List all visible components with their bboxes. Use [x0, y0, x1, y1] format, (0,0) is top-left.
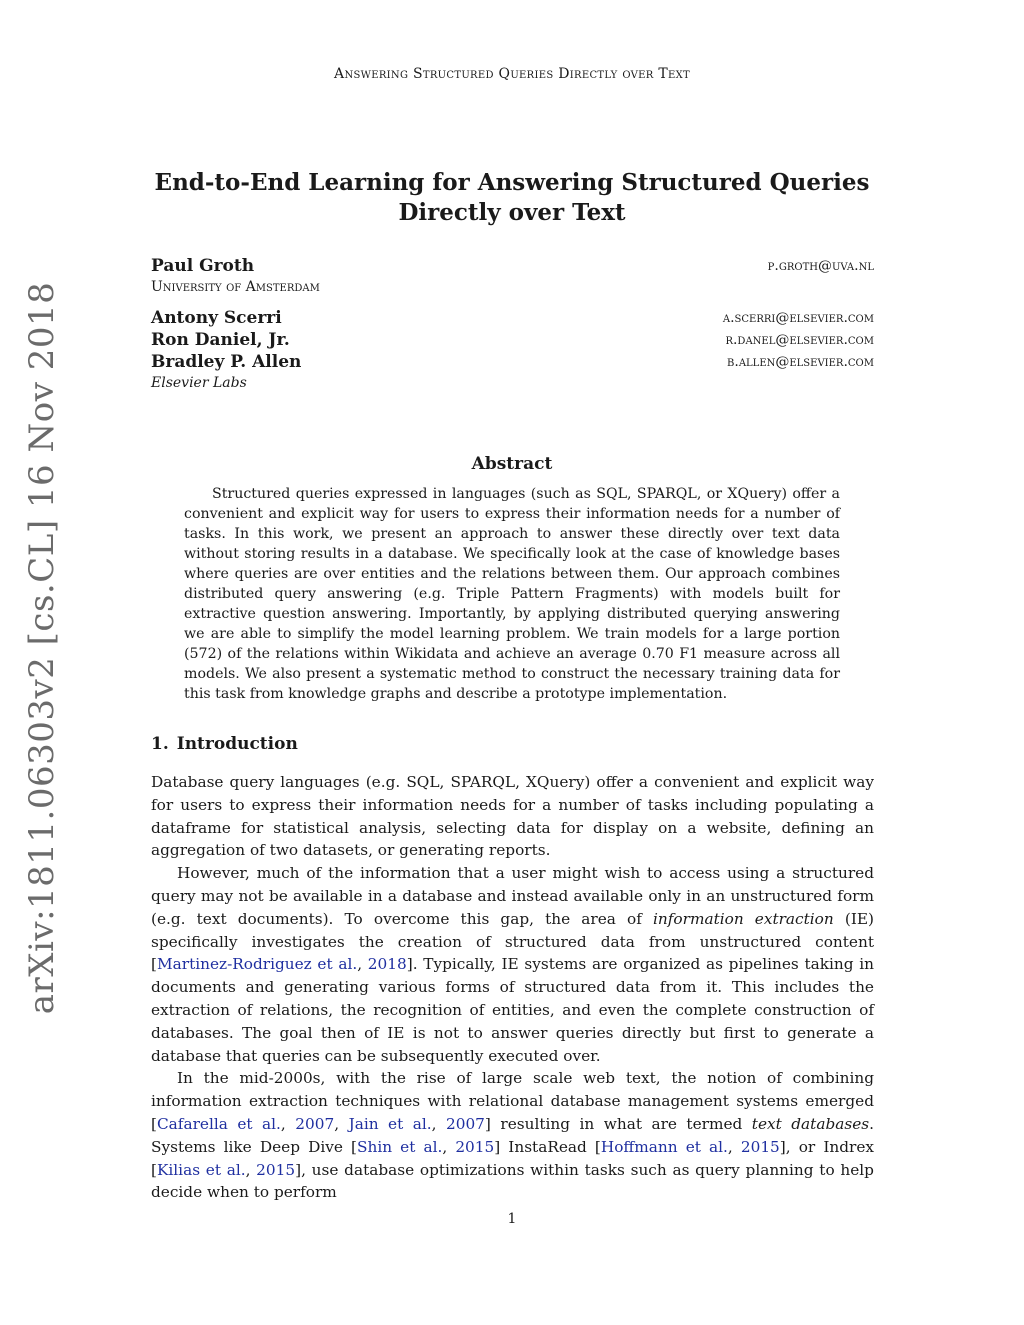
- paragraph: Database query languages (e.g. SQL, SPARQL, XQuery) offer a convenient and explicit way for users to express their information needs for a number of tasks including populating a dataframe for statistical analysis, selecting data for display on a website, defining an aggregation of two datasets, or generating reports.: [151, 773, 874, 860]
- abstract-heading: Abstract: [471, 454, 553, 474]
- citation-year-link[interactable]: 2015: [455, 1137, 495, 1156]
- author-name: Ron Daniel, Jr.: [151, 330, 290, 350]
- citation-link[interactable]: Kilias et al.: [156, 1160, 246, 1179]
- title-line-2: Directly over Text: [398, 199, 626, 226]
- paragraph: However, much of the information that a user might wish to access using a structured query may not be available in a database and instead available only in an unstructured form (e.g. text documents). To overcome this gap, the area of information extraction (IE) specifically investigates the creation of structured data from unstructured content [Martinez-Rodriguez et al., 2018]. Typically, IE systems are organized as pipelines taking in documents and generating various forms of structured data from it. This includes the extraction of relations, the recognition of entities, and even the complete construction of databases. The goal then of IE is not to answer queries directly but first to generate a database that queries can be subsequently executed over.: [151, 864, 875, 1065]
- running-head: Answering Structured Queries Directly over Text: [334, 66, 690, 82]
- author-block-elsevier: [151, 307, 874, 393]
- author-name: Paul Groth: [151, 256, 255, 276]
- paper-title: [150, 168, 874, 228]
- author-email[interactable]: p.groth@uva.nl: [767, 258, 874, 274]
- citation-link[interactable]: Martinez-Rodriguez et al.: [156, 955, 358, 974]
- citation-year-link[interactable]: 2007: [445, 1114, 485, 1133]
- citation-year-link[interactable]: 2018: [367, 955, 407, 974]
- citation-link[interactable]: Hoffmann et al.: [600, 1137, 728, 1156]
- citation-year-link[interactable]: 2007: [295, 1114, 335, 1133]
- citation-link[interactable]: Jain et al.: [348, 1114, 432, 1133]
- author-email[interactable]: r.danel@elsevier.com: [725, 332, 874, 348]
- page-number: 1: [507, 1211, 517, 1227]
- author-line: [151, 255, 874, 277]
- citation-year-link[interactable]: 2015: [740, 1137, 780, 1156]
- arxiv-identifier-stamp: arXiv:1811.06303v2 [cs.CL] 16 Nov 2018: [22, 281, 62, 1015]
- author-block-amsterdam: [151, 255, 874, 297]
- paragraph: In the mid-2000s, with the rise of large scale web text, the notion of combining information extraction techniques with relational database management systems emerged [Cafarella et al., 2007, Jain et al., 2007] resulting in what are termed text databases. Systems like Deep Dive [Shin et al., 2015] InstaRead [Hoffmann et al., 2015], or Indrex [Kilias et al., 2015], use database optimizations within tasks such as query planning to help decide when to perform: [151, 1069, 875, 1202]
- introduction-body: [151, 771, 874, 1204]
- emphasis: text databases: [751, 1114, 870, 1133]
- author-line: [151, 351, 874, 373]
- author-line: [151, 329, 874, 351]
- author-name: Bradley P. Allen: [151, 352, 302, 372]
- author-affiliation: University of Amsterdam: [151, 279, 320, 295]
- author-affiliation: Elsevier Labs: [151, 375, 247, 391]
- section-number: 1.: [151, 734, 169, 754]
- author-line: [151, 307, 874, 329]
- abstract-text: Structured queries expressed in languages (such as SQL, SPARQL, or XQuery) offer a convenient and explicit way for users to express their information needs for a number of tasks. In this work, we present an approach to answer these directly over text data without storing results in a database. We specifically look at the case of knowledge bases where queries are over entities and the relations between them. Our approach combines distributed query answering (e.g. Triple Pattern Fragments) with models built for extractive question answering. Importantly, by applying distributed querying answering we are able to simplify the model learning problem. We train models for a large portion (572) of the relations within Wikidata and achieve an average 0.70 F1 measure across all models. We also present a systematic method to construct the necessary training data for this task from knowledge graphs and describe a prototype implementation.: [184, 486, 840, 702]
- title-line-1: End-to-End Learning for Answering Structured Queries: [154, 169, 870, 196]
- citation-year-link[interactable]: 2015: [256, 1160, 296, 1179]
- citation-link[interactable]: Shin et al.: [357, 1137, 443, 1156]
- author-email[interactable]: a.scerri@elsevier.com: [722, 310, 874, 326]
- citation-link[interactable]: Cafarella et al.: [156, 1114, 281, 1133]
- author-name: Antony Scerri: [151, 308, 282, 328]
- section-heading-introduction: [151, 734, 298, 754]
- section-title: Introduction: [176, 734, 298, 754]
- emphasis: information extraction: [653, 909, 834, 928]
- author-email[interactable]: b.allen@elsevier.com: [727, 354, 874, 370]
